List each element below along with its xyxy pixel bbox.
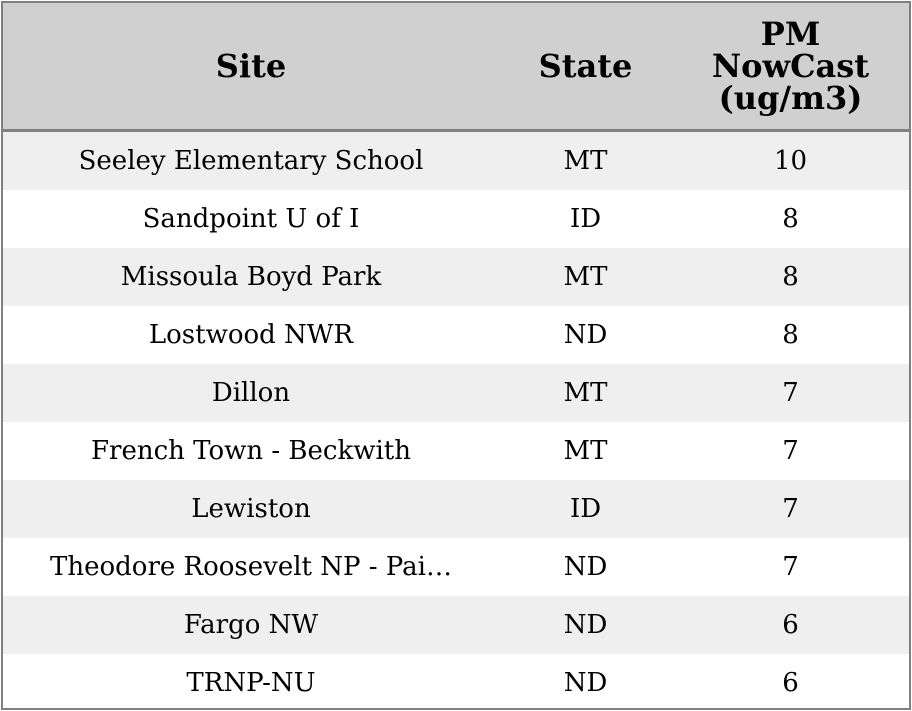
state-cell: ND [499, 596, 672, 654]
site-cell: French Town - Beckwith [3, 422, 499, 480]
table-row [3, 480, 909, 538]
state-cell: MT [499, 422, 672, 480]
site-cell: Lostwood NWR [3, 306, 499, 364]
site-cell: Sandpoint U of I [3, 190, 499, 248]
state-cell: MT [499, 364, 672, 422]
data-table-frame [1, 1, 911, 710]
pm-nowcast-cell: 7 [672, 480, 909, 538]
table-row [3, 654, 909, 710]
table-row [3, 364, 909, 422]
site-cell: Missoula Boyd Park [3, 248, 499, 306]
site-cell: Dillon [3, 364, 499, 422]
header-pm-line-1: PM [760, 15, 821, 53]
pm-nowcast-cell: 7 [672, 364, 909, 422]
table-body [3, 131, 909, 711]
site-cell: Lewiston [3, 480, 499, 538]
site-cell: Seeley Elementary School [3, 131, 499, 191]
pm-nowcast-cell: 8 [672, 190, 909, 248]
site-cell: TRNP-NU [3, 654, 499, 710]
state-cell: ND [499, 654, 672, 710]
header-pm-line-3: (ug/m3) [718, 79, 863, 117]
table-row [3, 190, 909, 248]
table-row [3, 131, 909, 191]
pm-nowcast-cell: 8 [672, 306, 909, 364]
table-row [3, 306, 909, 364]
pm-nowcast-cell: 7 [672, 422, 909, 480]
site-cell: Fargo NW [3, 596, 499, 654]
state-cell: ID [499, 190, 672, 248]
state-cell: ND [499, 306, 672, 364]
table-row [3, 422, 909, 480]
pm-nowcast-cell: 10 [672, 131, 909, 191]
pm-nowcast-cell: 6 [672, 654, 909, 710]
state-cell: MT [499, 131, 672, 191]
table-row [3, 248, 909, 306]
table-row [3, 596, 909, 654]
pm-nowcast-table [3, 3, 909, 710]
state-cell: ID [499, 480, 672, 538]
column-header-pm-nowcast [672, 3, 909, 131]
pm-nowcast-cell: 6 [672, 596, 909, 654]
header-row [3, 3, 909, 131]
pm-nowcast-cell: 8 [672, 248, 909, 306]
column-header-site [3, 3, 499, 131]
state-cell: ND [499, 538, 672, 596]
state-cell: MT [499, 248, 672, 306]
header-pm-line-2: NowCast [711, 47, 870, 85]
header-site-label: Site [215, 47, 287, 85]
site-cell: Theodore Roosevelt NP - Pai… [3, 538, 499, 596]
column-header-state [499, 3, 672, 131]
table-row [3, 538, 909, 596]
header-state-label: State [538, 47, 633, 85]
pm-nowcast-cell: 7 [672, 538, 909, 596]
